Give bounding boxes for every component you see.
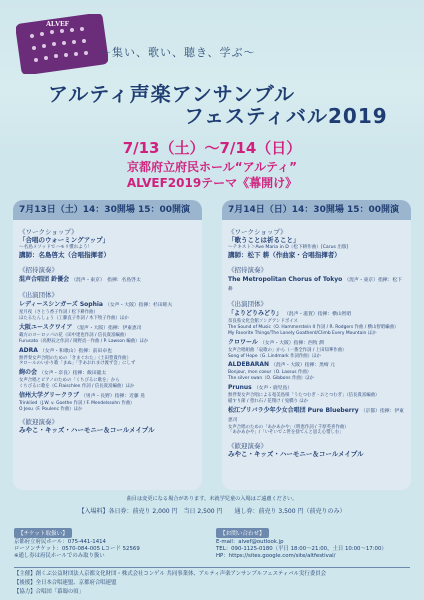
cooperation: 【協力】合唱団「幕蜀の頃」 bbox=[14, 589, 85, 595]
footer bbox=[14, 570, 410, 597]
list-item: 「よりどりみどり」 （混声・滋賀）指揮：横山智昭 bbox=[228, 310, 352, 318]
list-item: ALDEBARAN （混声・大阪）指揮：黒崎 元 bbox=[228, 361, 336, 369]
group-list bbox=[19, 301, 196, 412]
organizer: 【主催】創くぶ公益財団法人京都文化財団・株式会社コンゲル 共同事業体、アルティ声楽アンサンブルフェスティバル実行委員会 bbox=[14, 571, 326, 577]
list-item: 信州大学グリークラブ （男声・長野）指揮：近藤 晃 bbox=[19, 391, 145, 399]
group-songs: 奈良県文化会館ソングアンドボイス The Sound of Music（O. Hammerstein II 作詞 / R. Rodgers 作曲 / 横山智昭編曲） My Favorite Things/The Lonely Goatherd/Climb Every Mountain ほか bbox=[228, 319, 399, 336]
invited-label: 《招待演奏》 bbox=[228, 266, 267, 275]
guest-label: 《歓迎演奏》 bbox=[228, 442, 267, 451]
perform-label: 《出演団体》 bbox=[19, 291, 58, 300]
ticket-line: ※通し券は府民ホールでのみ取り扱い bbox=[14, 553, 105, 560]
list-item: クロワール （女声・大阪）指揮：西牧 潤 bbox=[228, 338, 324, 346]
contact-phone: TEL：090-1125-0180（平日 18:00〜21:00、土日 10:00〜17:00） bbox=[216, 546, 387, 553]
group-songs: 無伴奏女声合唱による奄美島唄「うたつむぎ・おとつむぎ」（信長貴富編曲） 稲すり節 / 豊れ石 / 花翔け / 兎橋り ほか bbox=[228, 392, 380, 404]
list-item: Prunus （女声・鹿児島） bbox=[228, 383, 293, 391]
title-line-2: フェスティバル2019 bbox=[184, 104, 388, 128]
contact-email[interactable]: E-mail：alvef@outlook.jp bbox=[216, 539, 284, 545]
program-note: 曲目は変更になる場合があります。未就学児童の入場はご遠慮ください。 bbox=[126, 496, 298, 502]
list-item: ADRA （女声・和歌山）指揮：前田卓也 bbox=[19, 346, 112, 354]
ticket-info bbox=[14, 520, 202, 566]
workshop-sub: 〜名島メソッドでハモリ慣れよう！ bbox=[19, 245, 93, 250]
workshop-sub: 〜テキスト＞Ave Maria in D（松下耕作曲）[Carus 出版] bbox=[228, 245, 349, 250]
perform-label: 《出演団体》 bbox=[228, 300, 267, 309]
theme: ALVEF2019テーマ《幕開け》 bbox=[126, 176, 298, 190]
group-list bbox=[228, 310, 405, 436]
invited-label: 《招待演奏》 bbox=[19, 266, 58, 275]
festival-logo bbox=[16, 14, 108, 74]
list-item: 絢の会 （女声・奈良）指揮：飯田龍太 bbox=[19, 369, 107, 377]
group-songs: 女声合唱のための「あかあかや」（明恵作詞 / 千原英喜作曲） 「あかあかや」/「いそいでこ世を捨てんと思え心惜しむ」 bbox=[228, 424, 349, 436]
workshop-title: 「合唱のウォーミングアップ」 bbox=[19, 236, 110, 244]
footer-divider bbox=[14, 567, 410, 568]
support: 【後援】全日本合唱連盟、京都府合唱連盟 bbox=[14, 580, 117, 586]
workshop-label: 《ワークショップ》 bbox=[228, 228, 287, 236]
contact-website[interactable]: HP：https://sites.google.com/site/altfestival/ bbox=[216, 553, 336, 560]
group-songs: 蔵方のヨーロッパの花（田中達也作詞 / 信長貴富編曲） Furusato（高野辰之作詞 / 岡野貞一作曲 / P. Lawson 編曲）ほか bbox=[19, 333, 149, 344]
svg-text:ALVEF: ALVEF bbox=[46, 20, 70, 28]
group-songs: Trinklied（J.W. v. Goethe 作詞 / F. Mendelssohn 作曲） O Jesu（F. Poulenc 作曲）ほか bbox=[19, 400, 135, 412]
group-songs: Bonjour, mon coeur（O. Lassus 作曲） The silver swan（O. Gibbons 作曲）ほか bbox=[228, 370, 314, 382]
guest-label: 《歓迎演奏》 bbox=[19, 418, 58, 427]
contact-title: 【お問い合わせ】 bbox=[216, 528, 269, 538]
invited-group: The Metropolitan Chorus of Tokyo （混声・東京）指揮：松下 耕 bbox=[228, 276, 402, 293]
event-dates: 7/13（土）〜7/14（日） bbox=[122, 139, 302, 157]
guest-performer: みやこ・キッズ・ハーモニー＆コールメイプル bbox=[19, 426, 155, 435]
ticket-title: 【チケット取扱い】 bbox=[14, 528, 72, 538]
day1-heading: 7月13日（土）14：30開場 15：00開演 bbox=[13, 200, 202, 220]
group-songs: 星月夜（さとう香子作詞 / 松下耕作曲） ほたるたんしょう（工藤直子作詞 / 木下牧子作曲）ほか bbox=[19, 310, 129, 322]
group-songs: 無伴奏女声合唱のための「きまぐれた」（土田豊貴作曲） タロールのいかり歌「まぬ」「手あおれまけ渡ず会」にしず bbox=[19, 355, 136, 367]
workshop-title: 「歌うことは祈ること」 bbox=[228, 236, 300, 244]
ticket-line: ローソンチケット：0570-084-005 Lコード 52569 bbox=[14, 546, 140, 553]
lecturer: 講師：名島啓太（合唱指揮者） bbox=[19, 251, 110, 260]
workshop-label: 《ワークショップ》 bbox=[19, 228, 78, 236]
day1-panel bbox=[13, 200, 202, 490]
guest-performer: みやこ・キッズ・ハーモニー＆コールメイプル bbox=[228, 450, 364, 459]
venue: 京都府立府民ホール“アルティ” bbox=[126, 160, 298, 174]
list-item: 松江プリバラ少年少女合唱団 Pure Blueberry （京都）指揮：伊東恵司 bbox=[228, 406, 404, 423]
list-item: レディースシンガーズ Sophia （女声・大阪）指揮：杉田睦夫 bbox=[19, 301, 173, 309]
admission-fees: 【入場料】各日券：前売り 2,000 円 当日 2,500 円 通し券：前売り 3,500 円（前売りのみ） bbox=[78, 508, 346, 515]
slogan: 〜集い、歌い、聴き、学ぶ〜 bbox=[100, 46, 256, 59]
title-line-1: アルティ声楽アンサンブル bbox=[48, 82, 295, 106]
group-songs: 女声合唱とピアノのための「くちびるに歌を」から くちびるに歌を（C.Flaischlen 作詞 / 信長貴富編曲）ほか bbox=[19, 378, 135, 389]
list-item: 大阪ユースクワイア （混声・大阪）指揮：伊東恵司 bbox=[19, 324, 142, 331]
day2-heading: 7月14日（日）14：30開場 15：00開演 bbox=[222, 200, 411, 220]
lecturer: 講師：松下 耕（作曲家・合唱指揮者） bbox=[228, 251, 341, 260]
group-songs: 女声合唱組曲「哀歌の」から（一番全作詞 / 上田知華作曲） Song of Hope（G. Lindmark 作詞作曲）ほか bbox=[228, 347, 347, 359]
ticket-line: 京都府立府民ホール：075-441-1414 bbox=[14, 539, 106, 545]
day2-panel bbox=[222, 200, 411, 490]
invited-group: 混声合唱団 鈴優会 （混声・東京） 指揮：名島啓太 bbox=[19, 276, 141, 284]
contact-info bbox=[216, 520, 404, 566]
